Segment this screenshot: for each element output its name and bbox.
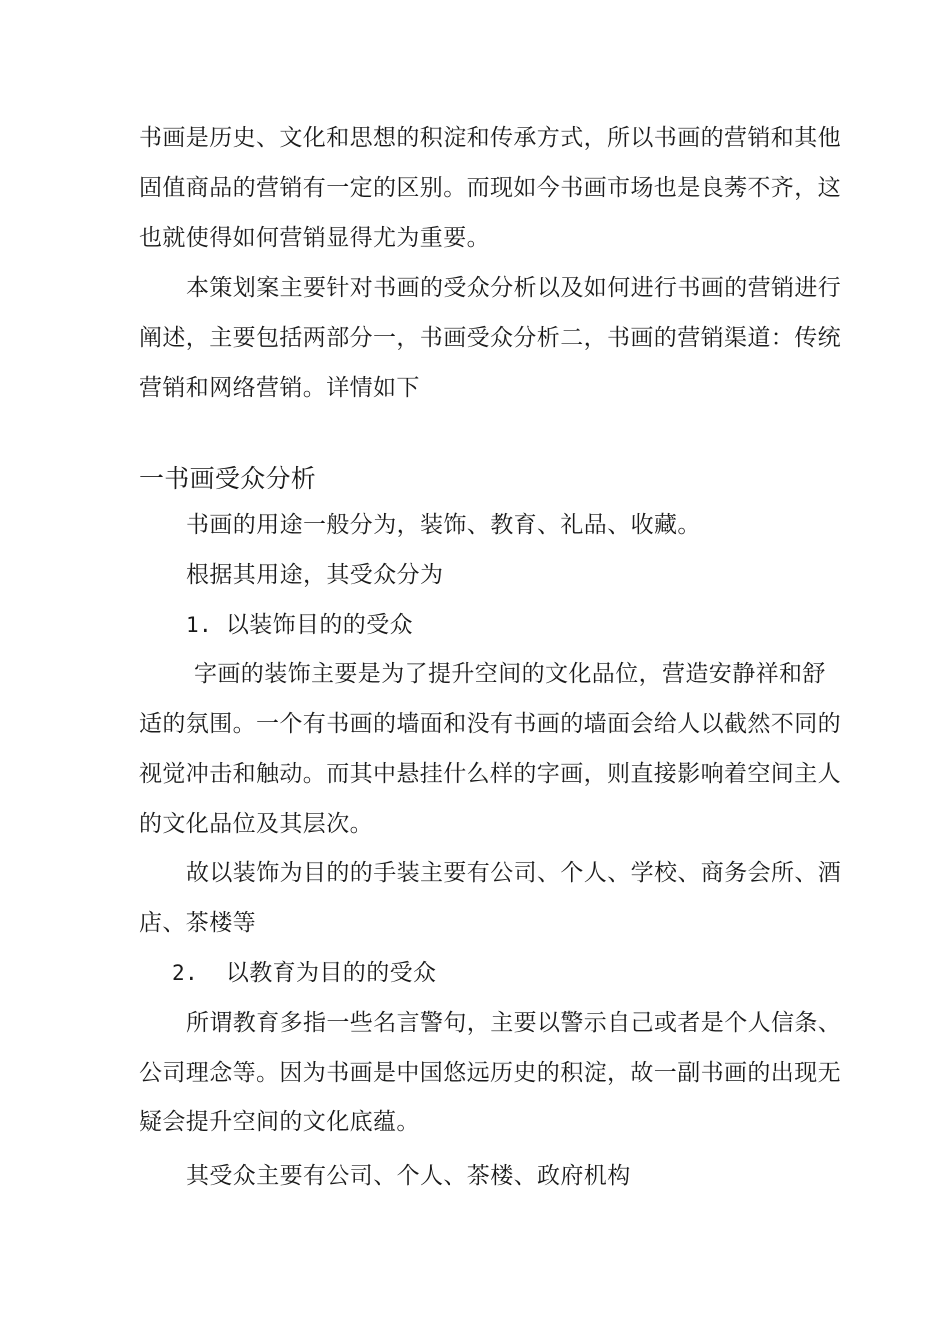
item1-audience-line-2: 店、茶楼等 bbox=[139, 910, 256, 936]
intro-p1-line-1: 书画是历史、文化和思想的积淀和传承方式，所以书画的营销和其他 bbox=[139, 125, 841, 151]
section-heading: 一书画受众分析 bbox=[139, 464, 317, 493]
list-item-1-heading bbox=[186, 611, 413, 639]
list-item-2-number: 2. bbox=[172, 961, 199, 985]
item1-body-line-1: 字画的装饰主要是为了提升空间的文化品位，营造安静祥和舒 bbox=[194, 661, 826, 687]
item1-body-line-3: 视觉冲击和触动。而其中悬挂什么样的字画，则直接影响着空间主人 bbox=[139, 761, 841, 787]
list-item-2-label: 以教育为目的的受众 bbox=[225, 960, 437, 986]
intro-p1-line-2: 固值商品的营销有一定的区别。而现如今书画市场也是良莠不齐，这 bbox=[139, 175, 841, 201]
intro-p2-line-2: 阐述，主要包括两部分一，书画受众分析二，书画的营销渠道：传统 bbox=[139, 325, 841, 351]
intro-p2-line-3: 营销和网络营销。详情如下 bbox=[139, 375, 420, 401]
item2-body-line-1: 所谓教育多指一些名言警句，主要以警示自己或者是个人信条、 bbox=[186, 1010, 842, 1036]
item2-audience-line: 其受众主要有公司、个人、茶楼、政府机构 bbox=[186, 1163, 631, 1189]
list-item-1-label: 以装饰目的的受众 bbox=[225, 612, 414, 638]
item1-body-line-4: 的文化品位及其层次。 bbox=[139, 811, 373, 837]
list-item-2-heading bbox=[172, 959, 436, 987]
uses-line: 书画的用途一般分为，装饰、教育、礼品、收藏。 bbox=[186, 512, 701, 538]
item1-audience-line-1: 故以装饰为目的的手装主要有公司、个人、学校、商务会所、酒 bbox=[186, 860, 842, 886]
item2-body-line-2: 公司理念等。因为书画是中国悠远历史的积淀，故一副书画的出现无 bbox=[139, 1060, 841, 1086]
intro-p2-line-1: 本策划案主要针对书画的受众分析以及如何进行书画的营销进行 bbox=[186, 275, 842, 301]
item2-body-line-3: 疑会提升空间的文化底蕴。 bbox=[139, 1109, 420, 1135]
by-use-line: 根据其用途，其受众分为 bbox=[186, 562, 444, 588]
list-item-1-number: 1. bbox=[186, 613, 213, 637]
intro-p1-line-3: 也就使得如何营销显得尤为重要。 bbox=[139, 225, 490, 251]
item1-body-line-2: 适的氛围。一个有书画的墙面和没有书画的墙面会给人以截然不同的 bbox=[139, 711, 841, 737]
